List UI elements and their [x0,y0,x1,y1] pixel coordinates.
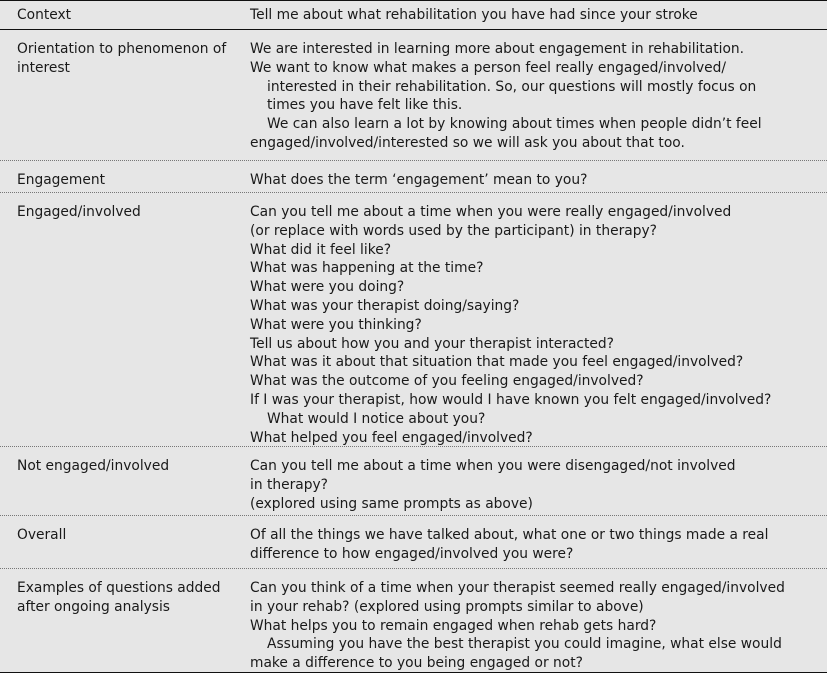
question-line: What helps you to remain engaged when rehab gets hard? [250,617,657,634]
header-context-label: Context [17,6,72,23]
question-line: What was the outcome of you feeling engaged/involved? [250,373,644,390]
table-row-engaged-involved [0,193,827,447]
row-questions [250,516,827,566]
table-row-examples [0,569,827,672]
question-line: engaged/involved/interested so we will ask you about that too. [250,134,685,151]
question-line: Can you tell me about a time when you were disengaged/not involved [250,458,736,474]
question-line: We can also learn a lot by knowing about times when people didn’t feel [267,116,762,133]
question-line: What would I notice about you? [267,410,486,427]
question-line: in your rehab? (explored using prompts similar to above) [250,598,644,615]
label-line: Engagement [17,172,106,188]
question-line: (explored using same prompts as above) [250,495,533,512]
question-line: What was it about that situation that made you feel engaged/involved? [250,354,744,371]
label-line: Orientation to phenomenon of [17,41,227,57]
question-line: What was your therapist doing/saying? [250,297,520,314]
row-questions [250,161,827,190]
question-line: Can you think of a time when your therapist seemed really engaged/involved [250,580,785,596]
label-line: Engaged/involved [17,204,141,220]
question-line: make a difference to you being engaged or not? [250,655,583,672]
label-line: Not engaged/involved [17,458,170,474]
question-line: If I was your therapist, how would I have known you felt engaged/involved? [250,391,772,408]
question-line: What were you doing? [250,279,405,296]
question-line: What did it feel like? [250,241,392,258]
label-line: interest [17,60,70,76]
question-line: What were you thinking? [250,316,422,333]
row-questions [250,569,827,670]
row-questions [250,447,827,513]
question-line: We are interested in learning more about engagement in rehabilitation. [250,41,745,57]
table-row-not-engaged [0,447,827,516]
row-label [0,516,250,566]
question-line: We want to know what makes a person feel really engaged/involved/ [250,59,727,76]
row-label [0,447,250,513]
row-label [0,569,250,670]
question-line: What was happening at the time? [250,260,484,277]
row-questions [250,30,827,158]
label-line: after ongoing analysis [17,599,170,615]
question-line: in therapy? [250,476,328,493]
table-header-row [0,1,827,30]
question-line: Assuming you have the best therapist you could imagine, what else would [267,636,782,653]
table-row-engagement [0,161,827,193]
header-context-question: Tell me about what rehabilitation you have had since your stroke [250,6,698,23]
question-line: What helped you feel engaged/involved? [250,429,533,446]
question-line: Can you tell me about a time when you were really engaged/involved [250,204,732,220]
row-label [0,30,250,158]
question-line: What does the term ‘engagement’ mean to you? [250,172,588,188]
table-row-overall [0,516,827,569]
question-line: interested in their rehabilitation. So, our questions will mostly focus on [267,78,757,95]
row-label [0,161,250,190]
question-line: Tell us about how you and your therapist interacted? [250,335,614,352]
question-line: Of all the things we have talked about, what one or two things made a real [250,527,769,543]
question-line: (or replace with words used by the participant) in therapy? [250,222,657,239]
question-line: times you have felt like this. [267,97,463,114]
label-line: Overall [17,527,67,543]
table-row-orientation [0,30,827,161]
row-questions [250,193,827,444]
question-line: difference to how engaged/involved you were? [250,545,574,562]
row-label [0,193,250,444]
label-line: Examples of questions added [17,580,221,596]
